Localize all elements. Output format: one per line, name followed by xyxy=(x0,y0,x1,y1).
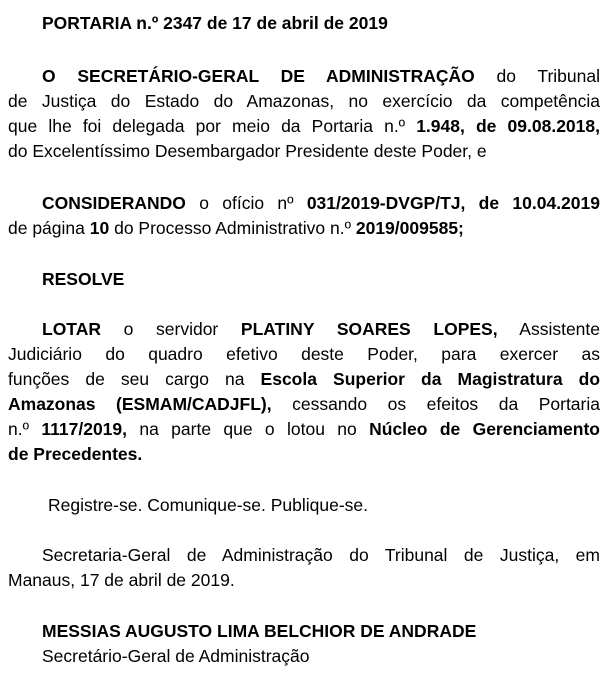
intro-line-3 xyxy=(8,114,600,139)
issuer-title: O SECRETÁRIO-GERAL DE ADMINISTRAÇÃO xyxy=(42,66,475,86)
lotar-line-3 xyxy=(8,367,600,392)
considerando-text: o ofício nº xyxy=(185,193,307,213)
portaria-number: 1117/2019, xyxy=(41,419,127,439)
lotar-line-2: Judiciário do quadro efetivo deste Poder, para exercer as xyxy=(8,344,600,364)
registre-line: Registre-se. Comunique-se. Publique-se. xyxy=(48,495,369,515)
previous-unit: de Precedentes. xyxy=(8,444,143,464)
considerando-text: do Processo Administrativo n.º xyxy=(109,218,356,238)
lotar-line-6 xyxy=(8,442,142,467)
server-name: PLATINY SOARES LOPES, xyxy=(240,319,498,339)
destination-unit: Amazonas (ESMAM/CADJFL), xyxy=(8,394,272,414)
intro-text: do Tribunal xyxy=(474,66,600,86)
closing-line-2: Manaus, 17 de abril de 2019. xyxy=(8,570,235,590)
previous-unit: Núcleo de Gerenciamento xyxy=(369,419,600,439)
intro-text: que lhe foi delegada por meio da Portaria n.º xyxy=(8,116,417,136)
lotar-text: o servidor xyxy=(100,319,241,339)
oficio-reference: 031/2019-DVGP/TJ, de 10.04.2019 xyxy=(306,193,600,213)
delegation-reference: 1.948, de 09.08.2018, xyxy=(416,116,600,136)
intro-line-2: de Justiça do Estado do Amazonas, no exercício da competência xyxy=(8,91,600,111)
considerando-line-2 xyxy=(8,216,464,241)
lotar-text: cessando os efeitos da Portaria xyxy=(271,394,600,414)
document-heading: PORTARIA n.º 2347 de 17 de abril de 2019 xyxy=(42,13,388,33)
destination-unit: Escola Superior da Magistratura do xyxy=(260,369,601,389)
lotar-text: n.º xyxy=(8,419,42,439)
lotar-text: funções de seu cargo na xyxy=(8,369,261,389)
intro-line-1 xyxy=(42,64,600,89)
lotar-line-5 xyxy=(8,417,600,442)
considerando-label: CONSIDERANDO xyxy=(42,193,186,213)
lotar-line-1 xyxy=(42,317,600,342)
considerando-text: de página xyxy=(8,218,90,238)
lotar-text: Assistente xyxy=(497,319,601,339)
lotar-text: na parte que o lotou no xyxy=(127,419,370,439)
resolve-heading: RESOLVE xyxy=(42,269,125,289)
process-number: 2019/009585; xyxy=(355,218,464,238)
intro-line-4: do Excelentíssimo Desembargador Presidente deste Poder, e xyxy=(8,141,487,161)
page-number: 10 xyxy=(89,218,110,238)
lotar-verb: LOTAR xyxy=(42,319,101,339)
considerando-line-1 xyxy=(42,191,600,216)
lotar-line-4 xyxy=(8,392,600,417)
closing-line-1: Secretaria-Geral de Administração do Tribunal de Justiça, em xyxy=(42,545,600,565)
signatory-role: Secretário-Geral de Administração xyxy=(42,646,310,666)
signatory-name: MESSIAS AUGUSTO LIMA BELCHIOR DE ANDRADE xyxy=(42,621,477,641)
